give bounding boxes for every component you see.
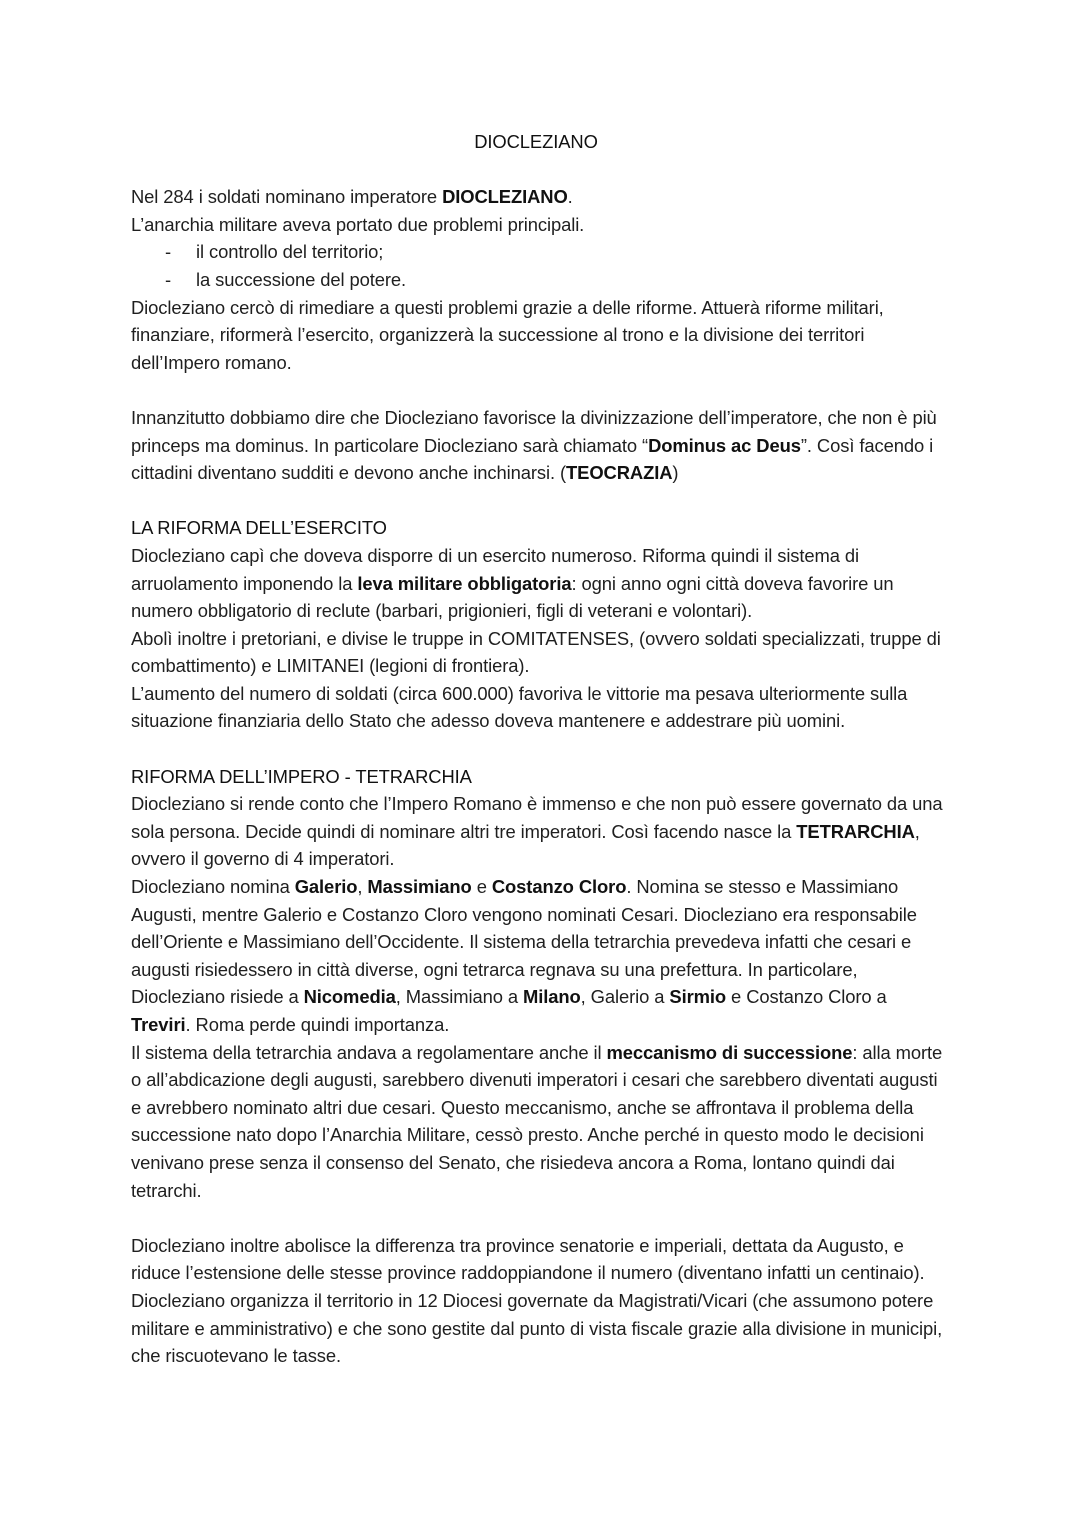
intro-p1-bold-name: DIOCLEZIANO [442,186,568,208]
empire-paragraph-3 [131,1039,951,1205]
theocracy-bold-title: Dominus ac Deus [648,434,801,456]
problems-list [131,238,951,293]
empire-p2-bold: Sirmio [669,986,727,1008]
empire-p2-bold: Milano [523,986,581,1008]
empire-p3-text: Il sistema della tetrarchia andava a regolamentare anche il [131,1041,607,1063]
empire-p1-end: , ovvero il governo di 4 imperatori. [131,820,920,870]
army-paragraph-3: L’aumento del numero di soldati (circa 600.000) favoriva le vittorie ma pesava ulteriormente sulla situazione finanziaria dello Stato che adesso doveva mantenere e addestrare più uomini. [131,682,908,732]
theocracy-paragraph [131,404,951,487]
empire-paragraph-1 [131,790,951,873]
dash-bullet: - [165,241,172,263]
dash-bullet: - [165,268,172,290]
intro-p1-end: . [567,186,573,208]
empire-p2-text: e Costanzo Cloro a [726,986,887,1008]
list-item [131,266,951,294]
blank-line [131,1204,951,1232]
empire-p1-bold: TETRARCHIA [796,820,915,842]
blank-line [131,487,951,515]
empire-p3-end: : alla morte o all’abdicazione degli augusti, sarebbero divenuti imperatori i cesari che sarebbero diventati augusti e avrebbero nominato altri due cesari. Questo meccanismo, anche se affrontava il problema della successione nato dopo l’Anarchia Militare, cessò presto. Anche perché in questo modo le decisioni venivano prese senza il consenso del Senato, che risiedeva ancora a Roma, lontano quindi dai tetrarchi. [131,1041,943,1201]
army-p1-text: Diocleziano capì che doveva disporre di un esercito numeroso. Riforma quindi il sistema di arruolamento imponendo la [131,544,860,594]
empire-p2-bold: Galerio [294,876,358,898]
empire-p2-text: e [471,876,492,898]
intro-paragraph-1 [131,183,951,211]
empire-p2-text: , Massimiano a [395,986,523,1008]
theocracy-bold-term: TEOCRAZIA [566,462,673,484]
theocracy-text-3: ) [672,462,679,484]
intro-p1-text: Nel 284 i soldati nominano imperatore [131,186,443,208]
provinces-paragraph-2: Diocleziano organizza il territorio in 12 Diocesi governate da Magistrati/Vicari (che assumono potere militare e amministrativo) e che sono gestite dal punto di vista fiscale grazie alla divisione in municipi, che riscuotevano le tasse. [131,1289,943,1367]
document-page [131,128,951,1370]
army-heading: LA RIFORMA DELL’ESERCITO [131,517,387,539]
empire-p2-text: . Roma perde quindi importanza. [185,1014,450,1035]
blank-line [131,735,951,763]
empire-heading: RIFORMA DELL’IMPERO - TETRARCHIA [131,765,472,787]
army-p1-end: : ogni anno ogni città doveva favorire un numero obbligatorio di reclute (barbari, prigionieri, figli di veterani e volontari). [131,572,894,622]
empire-p2-text: Diocleziano nomina [131,876,295,898]
intro-paragraph-2: L’anarchia militare aveva portato due problemi principali. [131,213,585,235]
empire-p2-text: . Nomina se stesso e Massimiano Augusti, mentre Galerio e Costanzo Cloro vengono nominati Cesari. Diocleziano era responsabile dell’Oriente e Massimiano dell’Occidente. Il sistema della tetrarchia prevedeva infatti che cesari e augusti risiedessero in città diverse, ogni tetrarca regnava su una prefettura. In particolare, Diocleziano risiede a [131,876,917,1008]
empire-p2-bold: Costanzo Cloro [491,876,627,898]
army-paragraph-2: Abolì inoltre i pretoriani, e divise le truppe in COMITATENSES, (ovvero soldati specializzati, truppe di combattimento) e LIMITANEI (legioni di frontiera). [131,627,941,677]
blank-line [131,376,951,404]
list-item-text: il controllo del territorio; [196,241,384,263]
list-item-text: la successione del potere. [196,268,407,290]
empire-p2-text: , [357,876,368,898]
empire-p2-text: , Galerio a [580,986,670,1008]
empire-p2-bold: Nicomedia [303,986,396,1008]
list-item [131,238,951,266]
empire-p2-bold: Massimiano [367,876,472,898]
provinces-paragraph-1: Diocleziano inoltre abolisce la differenza tra province senatorie e imperiali, dettata da Augusto, e riduce l’estensione delle stesse province raddoppiandone il numero (diventano infatti un centinaio). [131,1234,925,1284]
theocracy-text-2: ”. Così facendo i cittadini diventano sudditi e devono anche inchinarsi. ( [131,434,934,484]
intro-paragraph-3: Diocleziano cercò di rimediare a questi problemi grazie a delle riforme. Attuerà riforme militari, finanziare, riformerà l’esercito, organizzerà la successione al trono e la divisione dei territori dell’Impero romano. [131,296,884,373]
empire-p3-bold: meccanismo di successione [606,1041,853,1063]
empire-paragraph-2 [131,873,951,1039]
empire-p1-text: Diocleziano si rende conto che l’Impero Romano è immenso e che non può essere governato da una sola persona. Decide quindi di nominare altri tre imperatori. Così facendo nasce la [131,793,943,842]
empire-p2-bold: Treviri [131,1014,186,1035]
army-paragraph-1 [131,542,951,625]
theocracy-text-1: Innanzitutto dobbiamo dire che Diocleziano favorisce la divinizzazione dell’imperatore, che non è più princeps ma dominus. In particolare Diocleziano sarà chiamato “ [131,406,937,456]
army-p1-bold: leva militare obbligatoria [357,572,572,594]
document-title: DIOCLEZIANO [474,131,598,152]
